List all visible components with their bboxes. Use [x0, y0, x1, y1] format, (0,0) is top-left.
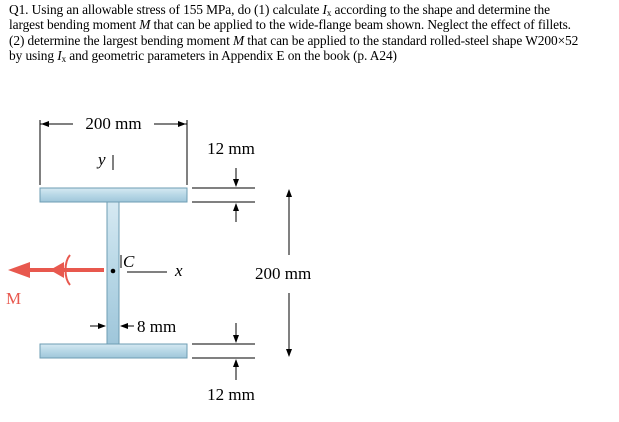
bottom-flange [40, 344, 187, 358]
question-line-4: by using $I_x$ and geometric parameters in Appendix E on the book (p. A24) [9, 48, 397, 65]
web-thickness-label: 8 mm [137, 317, 177, 336]
question-line-3: (2) determine the largest bending moment M that can be applied to the standard rolled-steel shape W200×52 [9, 32, 579, 48]
x-axis-label: x [175, 261, 183, 280]
centroid-dot [111, 269, 116, 274]
top-flange-thickness-dimension [192, 168, 255, 222]
moment-arrow [8, 255, 104, 285]
question-line-1: Q1. Using an allowable stress of 155 MPa, do (1) calculate $I_x$ according to the shape and determine the [9, 2, 550, 18]
depth-label: 200 mm [255, 264, 312, 283]
y-axis-label: y [98, 150, 106, 169]
flange-width-label: 200 mm [85, 114, 142, 133]
question-line-2: largest bending moment M that can be applied to the wide-flange beam shown. Neglect the effect of fillets. [9, 17, 571, 33]
bottom-flange-thickness-dimension [192, 323, 255, 380]
centroid-label: C [123, 252, 135, 271]
top-flange [40, 188, 187, 202]
moment-label: M [6, 289, 22, 308]
top-flange-thickness-label: 12 mm [207, 139, 255, 158]
bottom-flange-thickness-label: 12 mm [207, 385, 255, 404]
